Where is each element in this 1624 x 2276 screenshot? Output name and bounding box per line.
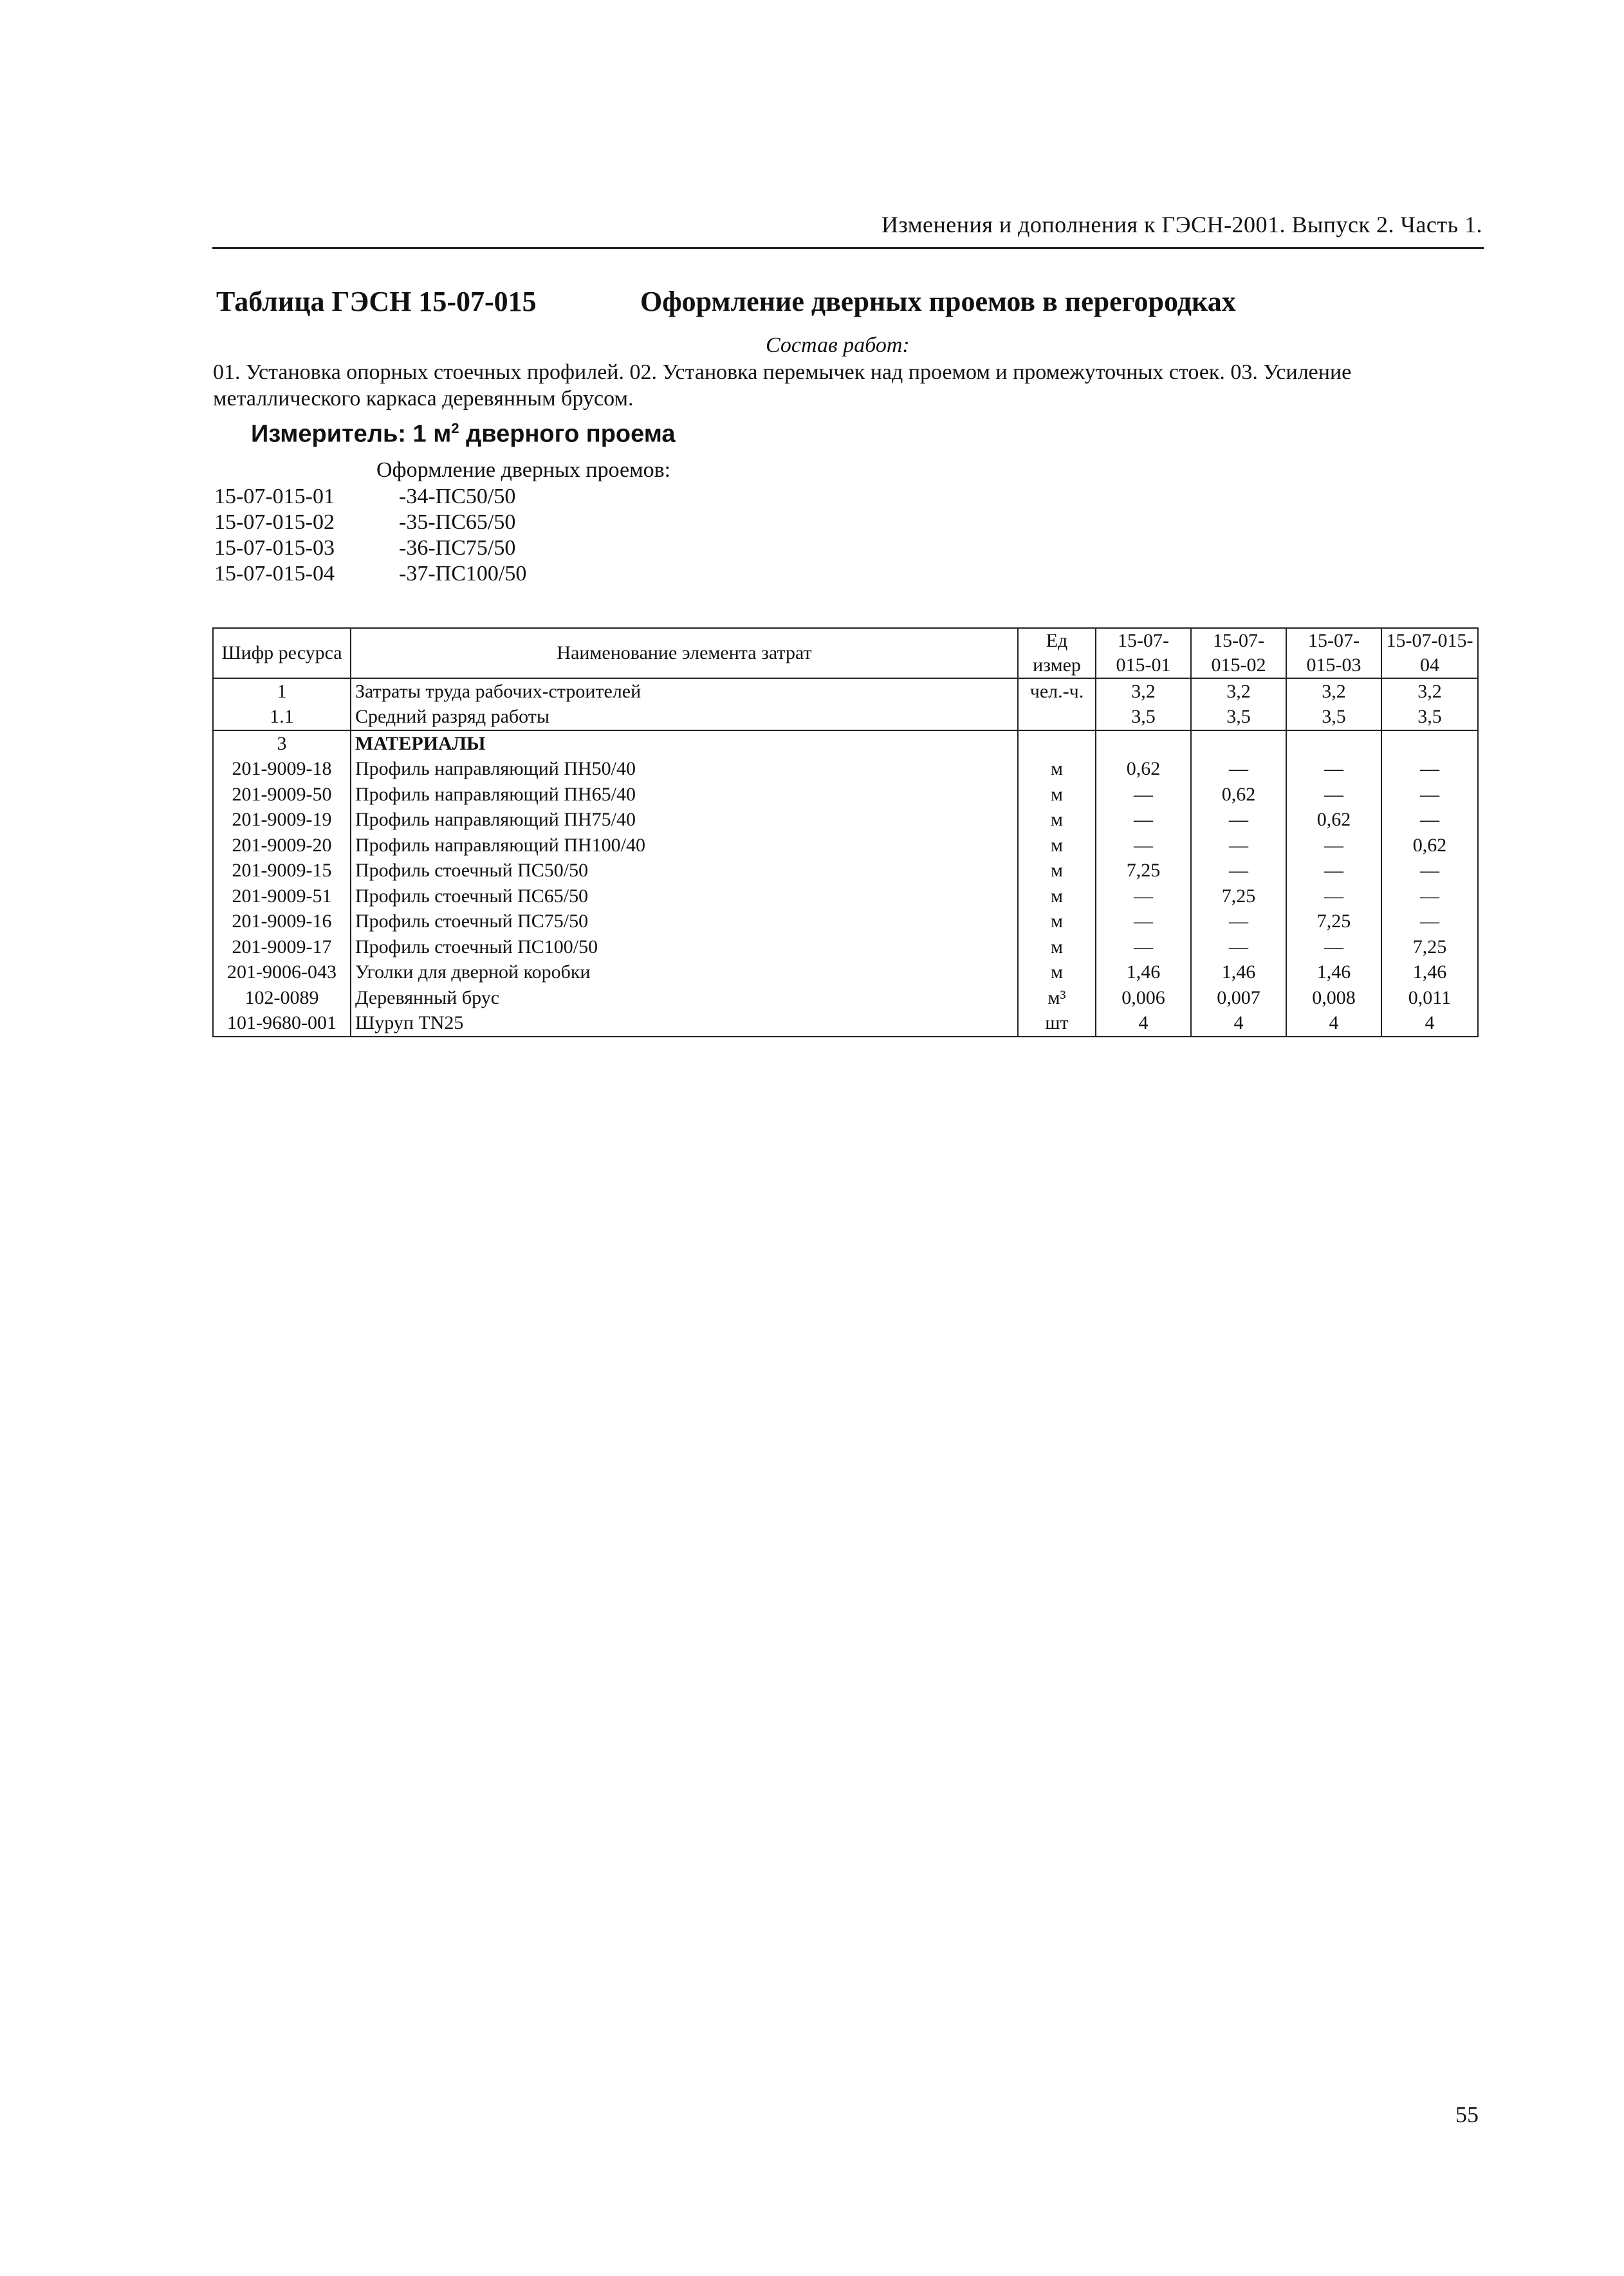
cell-value: 4: [1286, 1011, 1381, 1037]
cell-value: —: [1096, 833, 1191, 858]
cell-unit: [1018, 705, 1096, 731]
cell-value: —: [1286, 782, 1381, 808]
cell-value: [1191, 730, 1286, 757]
cell-code: 201-9009-17: [213, 934, 351, 960]
cell-value: 3,2: [1381, 678, 1478, 705]
cell-value: —: [1096, 884, 1191, 909]
cell-value: 3,5: [1191, 705, 1286, 731]
cell-value: 0,62: [1286, 808, 1381, 833]
cell-value: 4: [1096, 1011, 1191, 1037]
cell-value: —: [1286, 858, 1381, 884]
cell-value: —: [1096, 808, 1191, 833]
header-rule: [212, 247, 1484, 249]
measurer-sup: 2: [451, 420, 459, 436]
cell-code: 201-9009-18: [213, 757, 351, 782]
cell-value: 3,5: [1381, 705, 1478, 731]
cell-value: 0,011: [1381, 985, 1478, 1011]
cell-unit: м: [1018, 858, 1096, 884]
cell-unit: м: [1018, 934, 1096, 960]
table-body: [213, 678, 1478, 1037]
cell-code: 201-9009-51: [213, 884, 351, 909]
cell-code: 201-9009-20: [213, 833, 351, 858]
table-row: [213, 678, 1478, 705]
cell-value: 0,62: [1096, 757, 1191, 782]
cell-value: 3,2: [1191, 678, 1286, 705]
header-code: Шифр ресурса: [213, 628, 351, 678]
cell-code: 3: [213, 730, 351, 757]
header-col-1: 15-07-015-01: [1096, 628, 1191, 678]
cell-value: —: [1381, 884, 1478, 909]
cell-code: 1: [213, 678, 351, 705]
cell-name: Профиль направляющий ПН100/40: [351, 833, 1018, 858]
table-row: [213, 833, 1478, 858]
cell-name: Профиль направляющий ПН75/40: [351, 808, 1018, 833]
cell-value: 7,25: [1096, 858, 1191, 884]
cell-value: 7,25: [1286, 909, 1381, 935]
cell-name: Деревянный брус: [351, 985, 1018, 1011]
cell-code: 201-9009-50: [213, 782, 351, 808]
cell-value: —: [1286, 833, 1381, 858]
cell-value: 4: [1191, 1011, 1286, 1037]
cell-name: Профиль стоечный ПС100/50: [351, 934, 1018, 960]
cell-value: —: [1191, 757, 1286, 782]
cell-value: —: [1381, 808, 1478, 833]
cell-unit: м: [1018, 833, 1096, 858]
cell-value: 3,5: [1286, 705, 1381, 731]
composition-heading: Состав работ:: [766, 333, 910, 357]
cell-code: 201-9006-043: [213, 960, 351, 986]
measurer-suffix: дверного проема: [459, 420, 676, 448]
cell-unit: [1018, 730, 1096, 757]
table-row: [213, 1011, 1478, 1037]
cell-value: —: [1381, 909, 1478, 935]
cell-value: 0,007: [1191, 985, 1286, 1011]
cell-value: 7,25: [1381, 934, 1478, 960]
cell-name: Профиль стоечный ПС50/50: [351, 858, 1018, 884]
resource-table: [212, 627, 1479, 1037]
table-row: [213, 757, 1478, 782]
table-row: [213, 705, 1478, 731]
header-col-4: 15-07-015-04: [1381, 628, 1478, 678]
cell-value: [1096, 730, 1191, 757]
header-col-2: 15-07-015-02: [1191, 628, 1286, 678]
variant-code: 15-07-015-03: [214, 536, 335, 560]
variant-code: 15-07-015-02: [214, 510, 335, 534]
cell-name: Уголки для дверной коробки: [351, 960, 1018, 986]
cell-value: 1,46: [1286, 960, 1381, 986]
cell-unit: м: [1018, 960, 1096, 986]
cell-unit: м: [1018, 782, 1096, 808]
cell-code: 1.1: [213, 705, 351, 731]
page-number: 55: [1455, 2102, 1479, 2127]
cell-value: 0,008: [1286, 985, 1381, 1011]
cell-name: Профиль направляющий ПН65/40: [351, 782, 1018, 808]
cell-value: —: [1191, 934, 1286, 960]
cell-name: Затраты труда рабочих-строителей: [351, 678, 1018, 705]
running-header: Изменения и дополнения к ГЭСН-2001. Выпуск 2. Часть 1.: [881, 212, 1482, 237]
cell-value: —: [1191, 808, 1286, 833]
table-row: [213, 808, 1478, 833]
table-row: [213, 884, 1478, 909]
cell-value: —: [1286, 934, 1381, 960]
variant-label: -37-ПС100/50: [399, 562, 527, 586]
variant-label: -35-ПС65/50: [399, 510, 516, 534]
table-id: Таблица ГЭСН 15-07-015: [216, 286, 537, 317]
cell-code: 201-9009-16: [213, 909, 351, 935]
cell-name: Средний разряд работы: [351, 705, 1018, 731]
table-row: [213, 934, 1478, 960]
table-row: [213, 782, 1478, 808]
cell-code: 201-9009-15: [213, 858, 351, 884]
variant-label: -34-ПС50/50: [399, 485, 516, 508]
cell-value: [1286, 730, 1381, 757]
table-row: [213, 985, 1478, 1011]
cell-unit: м: [1018, 909, 1096, 935]
header-unit: Ед измер: [1018, 628, 1096, 678]
cell-unit: м: [1018, 757, 1096, 782]
cell-unit: м³: [1018, 985, 1096, 1011]
cell-unit: чел.-ч.: [1018, 678, 1096, 705]
variant-code: 15-07-015-01: [214, 485, 335, 508]
cell-value: —: [1381, 757, 1478, 782]
cell-code: 101-9680-001: [213, 1011, 351, 1037]
table-row: [213, 730, 1478, 757]
variants-heading: Оформление дверных проемов:: [376, 458, 671, 482]
cell-value: 0,62: [1191, 782, 1286, 808]
variant-label: -36-ПС75/50: [399, 536, 516, 560]
cell-name: Профиль направляющий ПН50/40: [351, 757, 1018, 782]
cell-value: 3,2: [1096, 678, 1191, 705]
cell-value: —: [1096, 782, 1191, 808]
cell-name: Профиль стоечный ПС75/50: [351, 909, 1018, 935]
cell-value: —: [1191, 833, 1286, 858]
cell-code: 201-9009-19: [213, 808, 351, 833]
table-row: [213, 909, 1478, 935]
measurer: [251, 420, 676, 449]
cell-value: 3,2: [1286, 678, 1381, 705]
cell-name: Шуруп TN25: [351, 1011, 1018, 1037]
composition-text: 01. Установка опорных стоечных профилей. 02. Установка перемычек над проемом и промежуточных стоек. 03. Усиление металлического каркаса деревянным брусом.: [213, 360, 1352, 411]
cell-value: —: [1381, 858, 1478, 884]
cell-value: [1381, 730, 1478, 757]
cell-name: МАТЕРИАЛЫ: [351, 730, 1018, 757]
cell-value: 1,46: [1191, 960, 1286, 986]
cell-value: —: [1191, 858, 1286, 884]
variant-code: 15-07-015-04: [214, 562, 335, 586]
cell-unit: шт: [1018, 1011, 1096, 1037]
table-row: [213, 960, 1478, 986]
cell-value: 7,25: [1191, 884, 1286, 909]
table-row: [213, 858, 1478, 884]
cell-code: 102-0089: [213, 985, 351, 1011]
cell-value: 1,46: [1096, 960, 1191, 986]
header-name: Наименование элемента затрат: [351, 628, 1018, 678]
cell-unit: м: [1018, 884, 1096, 909]
cell-value: 3,5: [1096, 705, 1191, 731]
measurer-prefix: Измеритель: 1 м: [251, 420, 452, 448]
cell-unit: м: [1018, 808, 1096, 833]
cell-value: —: [1381, 782, 1478, 808]
cell-value: —: [1286, 757, 1381, 782]
cell-name: Профиль стоечный ПС65/50: [351, 884, 1018, 909]
cell-value: 4: [1381, 1011, 1478, 1037]
cell-value: 1,46: [1381, 960, 1478, 986]
table-header-row: [213, 628, 1478, 678]
cell-value: —: [1096, 934, 1191, 960]
cell-value: 0,62: [1381, 833, 1478, 858]
header-col-3: 15-07-015-03: [1286, 628, 1381, 678]
cell-value: —: [1191, 909, 1286, 935]
cell-value: —: [1286, 884, 1381, 909]
table-name: Оформление дверных проемов в перегородках: [640, 286, 1236, 317]
cell-value: —: [1096, 909, 1191, 935]
cell-value: 0,006: [1096, 985, 1191, 1011]
